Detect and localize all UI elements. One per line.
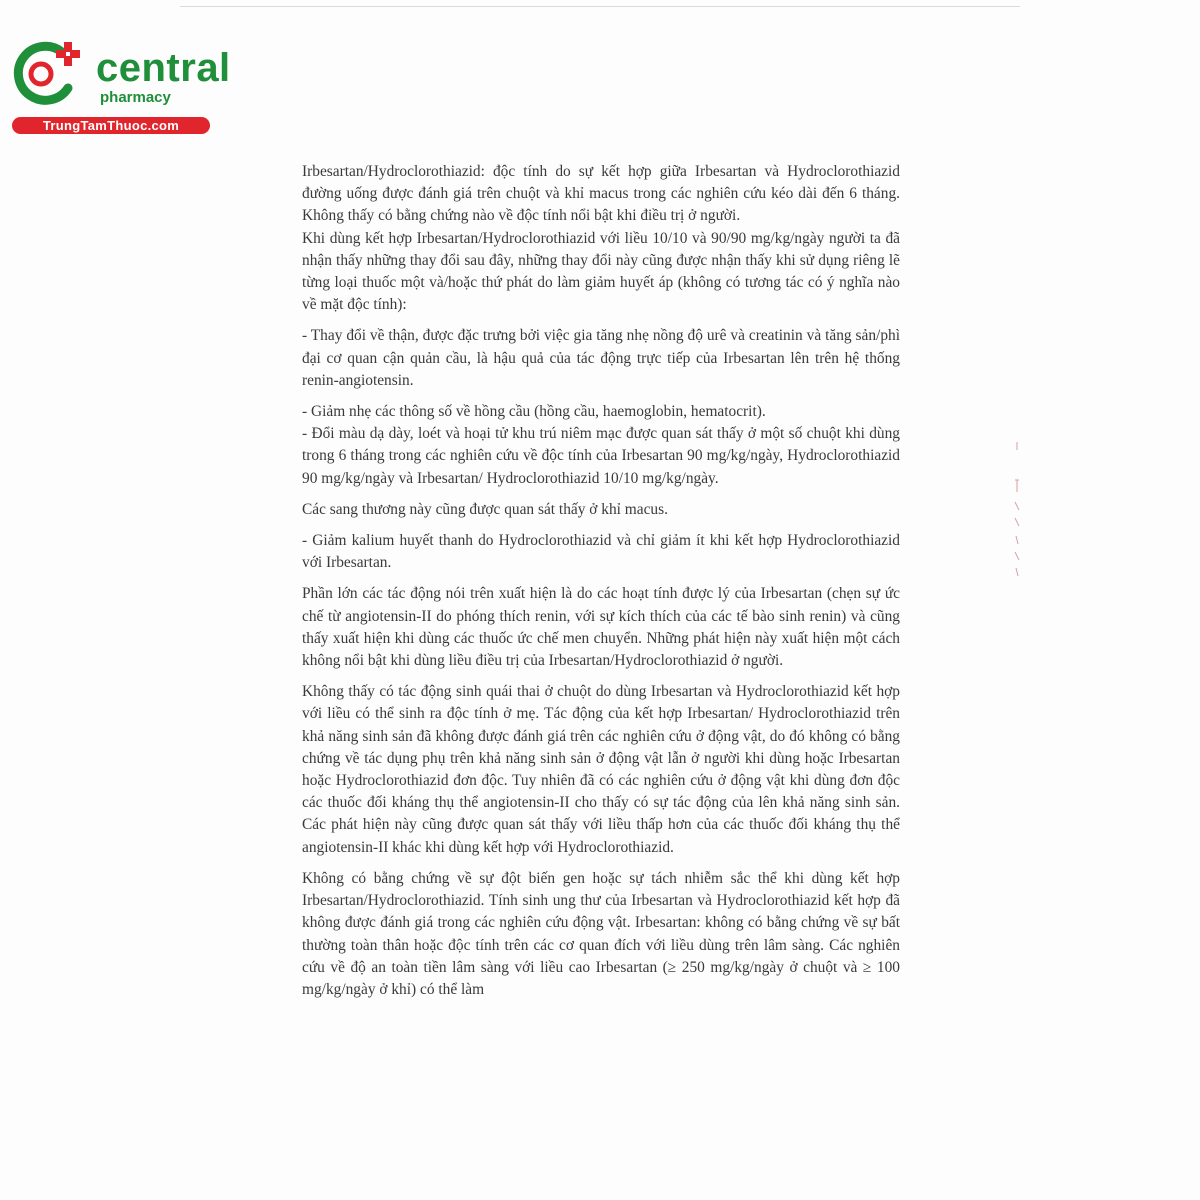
paragraph: Các sang thương này cũng được quan sát thấy ở khỉ macus. xyxy=(302,500,668,518)
document-body xyxy=(302,161,900,1010)
paragraph: Không có bằng chứng về sự đột biến gen hoặc sự tách nhiễm sắc thể khi dùng kết hợp Irbesartan/Hydroclorothiazid. Tính sinh ung thư của Irbesartan và Hydroclorothiazid kết hợp đã không được đánh giá trong các nghiên cứu động vật. Irbesartan: không có bằng chứng về sự bất thường toàn thân hoặc độc tính trên các cơ quan đích với liều dùng trên lâm sàng. Các nghiên cứu về độ an toàn tiền lâm sàng với liều cao Irbesartan (≥ 250 mg/kg/ngày ở chuột và ≥ 100 mg/kg/ngày ở khỉ) có thể làm xyxy=(302,869,900,998)
paragraph: - Giảm nhẹ các thông số về hồng cầu (hồng cầu, haemoglobin, hematocrit). xyxy=(302,403,766,421)
paragraph: - Đổi màu dạ dày, loét và hoại tử khu trú niêm mạc được quan sát thấy ở một số chuột khi dùng trong 6 tháng trong các nghiên cứu về độc tính của Irbesartan 90 mg/kg/ngày, Hydroclorothiazid 90 mg/kg/ngày và Irbesartan/ Hydroclorothiazid 10/10 mg/kg/ngày. xyxy=(302,425,900,487)
top-border-line xyxy=(180,6,1020,7)
paragraph: Khi dùng kết hợp Irbesartan/Hydroclorothiazid với liều 10/10 và 90/90 mg/kg/ngày người ta đã nhận thấy những thay đổi sau đây, những thay đổi này cũng được nhận thấy khi sử dụng riêng lẽ từng loại thuốc một và/hoặc thứ phát do làm giảm huyết áp (không có tương tác có ý nghĩa nào về mặt độc tính): xyxy=(302,229,900,314)
pharmacy-cross-logo-icon xyxy=(10,38,88,108)
paragraph: Irbesartan/Hydroclorothiazid: độc tính do sự kết hợp giữa Irbesartan và Hydroclorothiazid đường uống được đánh giá trên chuột và khỉ macus trong các nghiên cứu kéo dài đến 6 tháng. Không thấy có bằng chứng nào về độc tính nổi bật khi điều trị ở người. xyxy=(302,163,900,225)
paragraph: Phần lớn các tác động nói trên xuất hiện là do các hoạt tính được lý của Irbesartan (chẹn sự ức chế từ angiotensin-II do phóng thích renin, với sự kích thích của các tế bào sinh renin) và cũng thấy xuất hiện khi dùng các thuốc ức chế men chuyển. Những phát hiện này xuất hiện một cách không nổi bật khi dùng liều điều trị của Irbesartan/Hydroclorothiazid ở người. xyxy=(302,585,900,670)
brand-name: central xyxy=(96,46,231,90)
paragraph: Không thấy có tác động sinh quái thai ở chuột do dùng Irbesartan và Hydroclorothiazid kết hợp với liều có thể sinh ra độc tính ở mẹ. Tác động của kết hợp Irbesartan/ Hydroclorothiazid trên khả năng sinh sản đã không được đánh giá trên các nghiên cứu ở động vật, do đó không có bằng chứng về tác dụng phụ trên khả năng sinh sản ở động vật lẫn ở người khi dùng hoặc Irbesartan hoặc Hydroclorothiazid đơn độc. Tuy nhiên đã có các nghiên cứu ở động vật khi dùng đơn độc các thuốc đối kháng thụ thể angiotensin-II cho thấy có sự tác động của lên khả năng sinh sản. Các phát hiện này cũng được quan sát thấy với liều thấp hơn của các thuốc đối kháng thụ thể angiotensin-II khác khi dùng kết hợp với Hydroclorothiazid. xyxy=(302,683,900,856)
central-pharmacy-logo[interactable] xyxy=(10,38,231,138)
paragraph: - Giảm kalium huyết thanh do Hydroclorothiazid và chỉ giảm ít khi kết hợp Hydroclorothiazid với Irbesartan. xyxy=(302,532,900,572)
margin-stamp-mark xyxy=(1008,440,1026,580)
brand-url-link[interactable]: TrungTamThuoc.com xyxy=(12,117,210,134)
paragraph: - Thay đổi về thận, được đặc trưng bởi việc gia tăng nhẹ nồng độ urê và creatinin và tăng sản/phì đại cơ quan cận quản cầu, là hậu quả của tác động trực tiếp của Irbesartan lên trên hệ thống renin-angiotensin. xyxy=(302,327,900,389)
brand-subtitle: pharmacy xyxy=(100,89,171,106)
